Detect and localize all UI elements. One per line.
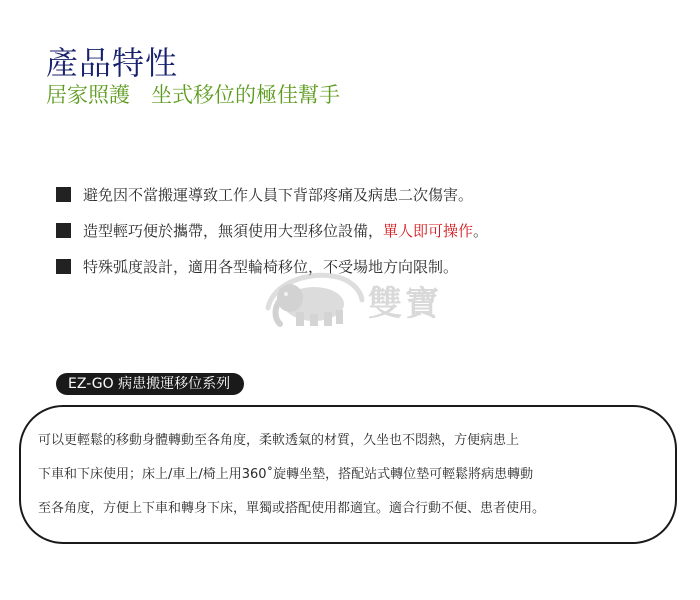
square-bullet-icon bbox=[56, 223, 71, 238]
feature-text: 特殊弧度設計，適用各型輪椅移位，不受場地方向限制。 bbox=[83, 257, 459, 276]
square-bullet-icon bbox=[56, 187, 71, 202]
description-text bbox=[38, 428, 668, 530]
description-line: 至各角度，方便上下車和轉身下床，單獨或搭配使用都適宜。適合行動不便、患者使用。 bbox=[38, 501, 546, 516]
series-tag: EZ-GO 病患搬運移位系列 bbox=[56, 373, 244, 395]
square-bullet-icon bbox=[56, 259, 71, 274]
brand-watermark-text: 雙寶 bbox=[368, 284, 442, 324]
page-subtitle: 居家照護 坐式移位的極佳幫手 bbox=[46, 83, 340, 107]
feature-highlight: 單人即可操作 bbox=[383, 221, 474, 240]
feature-text: 避免因不當搬運導致工作人員下背部疼痛及病患二次傷害。 bbox=[83, 185, 474, 204]
description-line: 可以更輕鬆的移動身體轉動至各角度，柔軟透氣的材質，久坐也不悶熱，方便病患上 bbox=[38, 433, 520, 448]
description-line: 下車和下床使用；床上/車上/椅上用360˚旋轉坐墊，搭配站式轉位墊可輕鬆將病患轉動 bbox=[38, 467, 534, 482]
feature-item bbox=[56, 218, 488, 242]
page-title: 產品特性 bbox=[46, 44, 179, 82]
feature-text: 造型輕巧便於攜帶，無須使用大型移位設備，單人即可操作。 bbox=[83, 221, 489, 240]
feature-item bbox=[56, 182, 488, 206]
feature-item bbox=[56, 254, 488, 278]
feature-list bbox=[56, 182, 488, 290]
